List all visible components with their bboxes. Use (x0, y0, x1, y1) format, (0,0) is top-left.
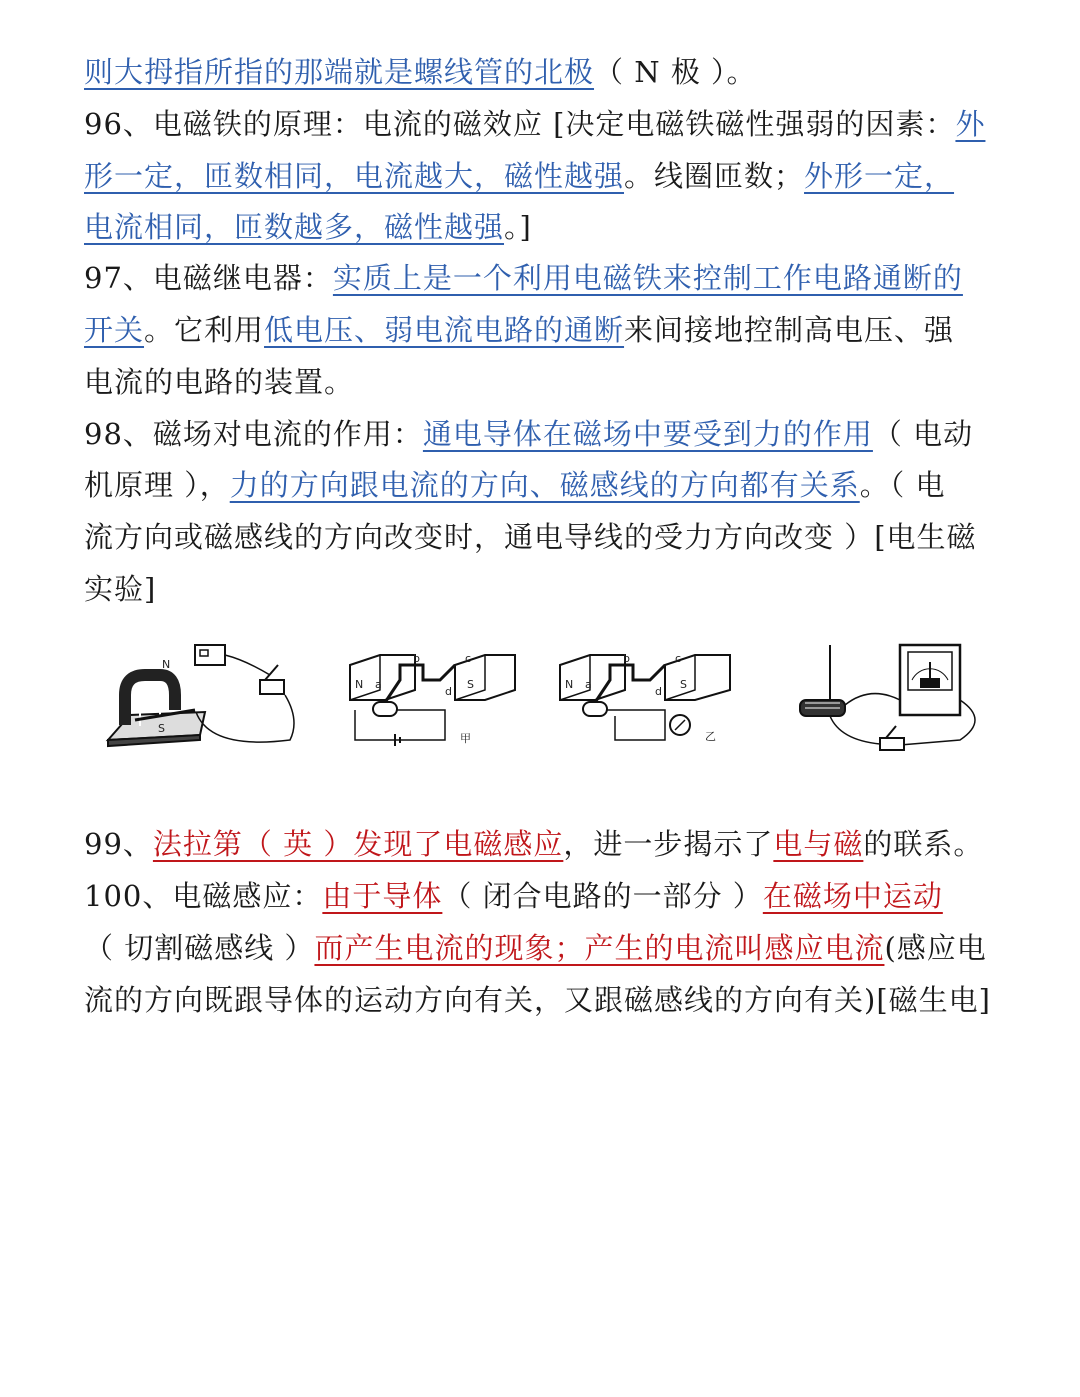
text-line (84, 980, 1004, 1020)
text-segment: 的联系。 (863, 827, 984, 861)
text-line (84, 876, 1004, 916)
text-line (84, 517, 1004, 557)
text-segment: 来间接地控制高电压、强 (624, 313, 955, 347)
fig2-caption: 甲 (460, 732, 471, 745)
text-segment: 机原理 ）， (84, 468, 230, 502)
text-segment: 。] (504, 210, 532, 244)
fig3-s-label: S (680, 678, 687, 691)
text-segment: 形一定，匝数相同，电流越大，磁性越强 (84, 159, 625, 193)
text-segment: （ N 极 ）。 (594, 55, 757, 89)
fig3-label-a: a (585, 678, 592, 691)
text-line (84, 362, 1004, 402)
text-segment: 流方向或磁感线的方向改变时，通电导线的受力方向改变 ）[电生磁 (84, 520, 977, 554)
text-segment: 99、 (84, 827, 153, 861)
fig3-label-b: b (623, 652, 630, 665)
fig2-label-c: c (465, 652, 472, 665)
text-segment: 低电压、弱电流电路的通断 (264, 313, 625, 347)
fig1-n-label: N (162, 658, 171, 671)
fig2-label-b: b (413, 652, 420, 665)
text-segment: 电流相同，匝数越多，磁性越强 (84, 210, 505, 244)
text-segment: 96、电磁铁的原理：电流的磁效应 [决定电磁铁磁性强弱的因素： (84, 107, 956, 141)
text-segment: （ 闭合电路的一部分 ） (442, 879, 763, 913)
text-segment: 实质上是一个利用电磁铁来控制工作电路通断的 (332, 261, 963, 295)
text-segment: 法拉第（ 英 ）发现了电磁感应 (152, 827, 564, 861)
fig-yi-circuit (555, 640, 745, 760)
text-segment: 流的方向既跟导体的运动方向有关，又跟磁感线的方向有关)[磁生电] (84, 983, 991, 1017)
text-segment: 100、电磁感应： (84, 879, 323, 913)
fig-jia-circuit (345, 640, 525, 760)
text-segment: 力的方向跟电流的方向、磁感线的方向都有关系 (229, 468, 860, 502)
fig1-s-label: S (158, 722, 165, 735)
text-segment: 通电导体在磁场中要受到力的作用 (422, 417, 873, 451)
fig2-n-label: N (355, 678, 364, 691)
text-segment: 电与磁 (773, 827, 864, 861)
fig-induction-apparatus (790, 640, 1000, 760)
text-segment: 外形一定， (804, 159, 955, 193)
text-line (84, 465, 1004, 505)
text-segment: 。（ 电 (859, 468, 946, 502)
text-line (84, 414, 1004, 454)
text-segment: ，进一步揭示了 (563, 827, 774, 861)
fig2-s-label: S (467, 678, 474, 691)
fig3-label-c: c (675, 652, 682, 665)
figures-row (100, 640, 1000, 760)
text-line (84, 104, 1004, 144)
text-segment: （ 切割磁感线 ） (84, 931, 315, 965)
text-segment: 97、电磁继电器： (84, 261, 333, 295)
text-segment: 电流的电路的装置。 (84, 365, 355, 399)
fig3-n-label: N (565, 678, 574, 691)
text-line (84, 569, 1004, 609)
fig2-label-d: d (445, 685, 452, 698)
text-line (84, 156, 1004, 196)
text-line (84, 310, 1004, 350)
text-segment: 开关 (84, 313, 145, 347)
text-segment: 实验] (84, 572, 157, 606)
fig-motor-apparatus (100, 640, 300, 760)
fig3-label-d: d (655, 685, 662, 698)
text-segment: 98、磁场对电流的作用： (84, 417, 423, 451)
fig2-label-a: a (375, 678, 382, 691)
fig3-caption: 乙 (705, 730, 716, 743)
text-line (84, 824, 1004, 864)
text-segment: 而产生电流的现象；产生的电流叫感应电流 (314, 931, 885, 965)
text-segment: 。它利用 (144, 313, 265, 347)
text-segment: (感应电 (884, 931, 987, 965)
text-line (84, 258, 1004, 298)
text-line (84, 928, 1004, 968)
text-segment: （ 电动 (872, 417, 974, 451)
text-segment: 。线圈匝数； (624, 159, 805, 193)
text-segment: 由于导体 (322, 879, 443, 913)
text-line (84, 207, 1004, 247)
text-segment: 在磁场中运动 (762, 879, 943, 913)
text-line (84, 52, 1004, 92)
text-segment: 则大拇指所指的那端就是螺线管的北极 (84, 55, 595, 89)
text-segment: 外 (955, 107, 986, 141)
